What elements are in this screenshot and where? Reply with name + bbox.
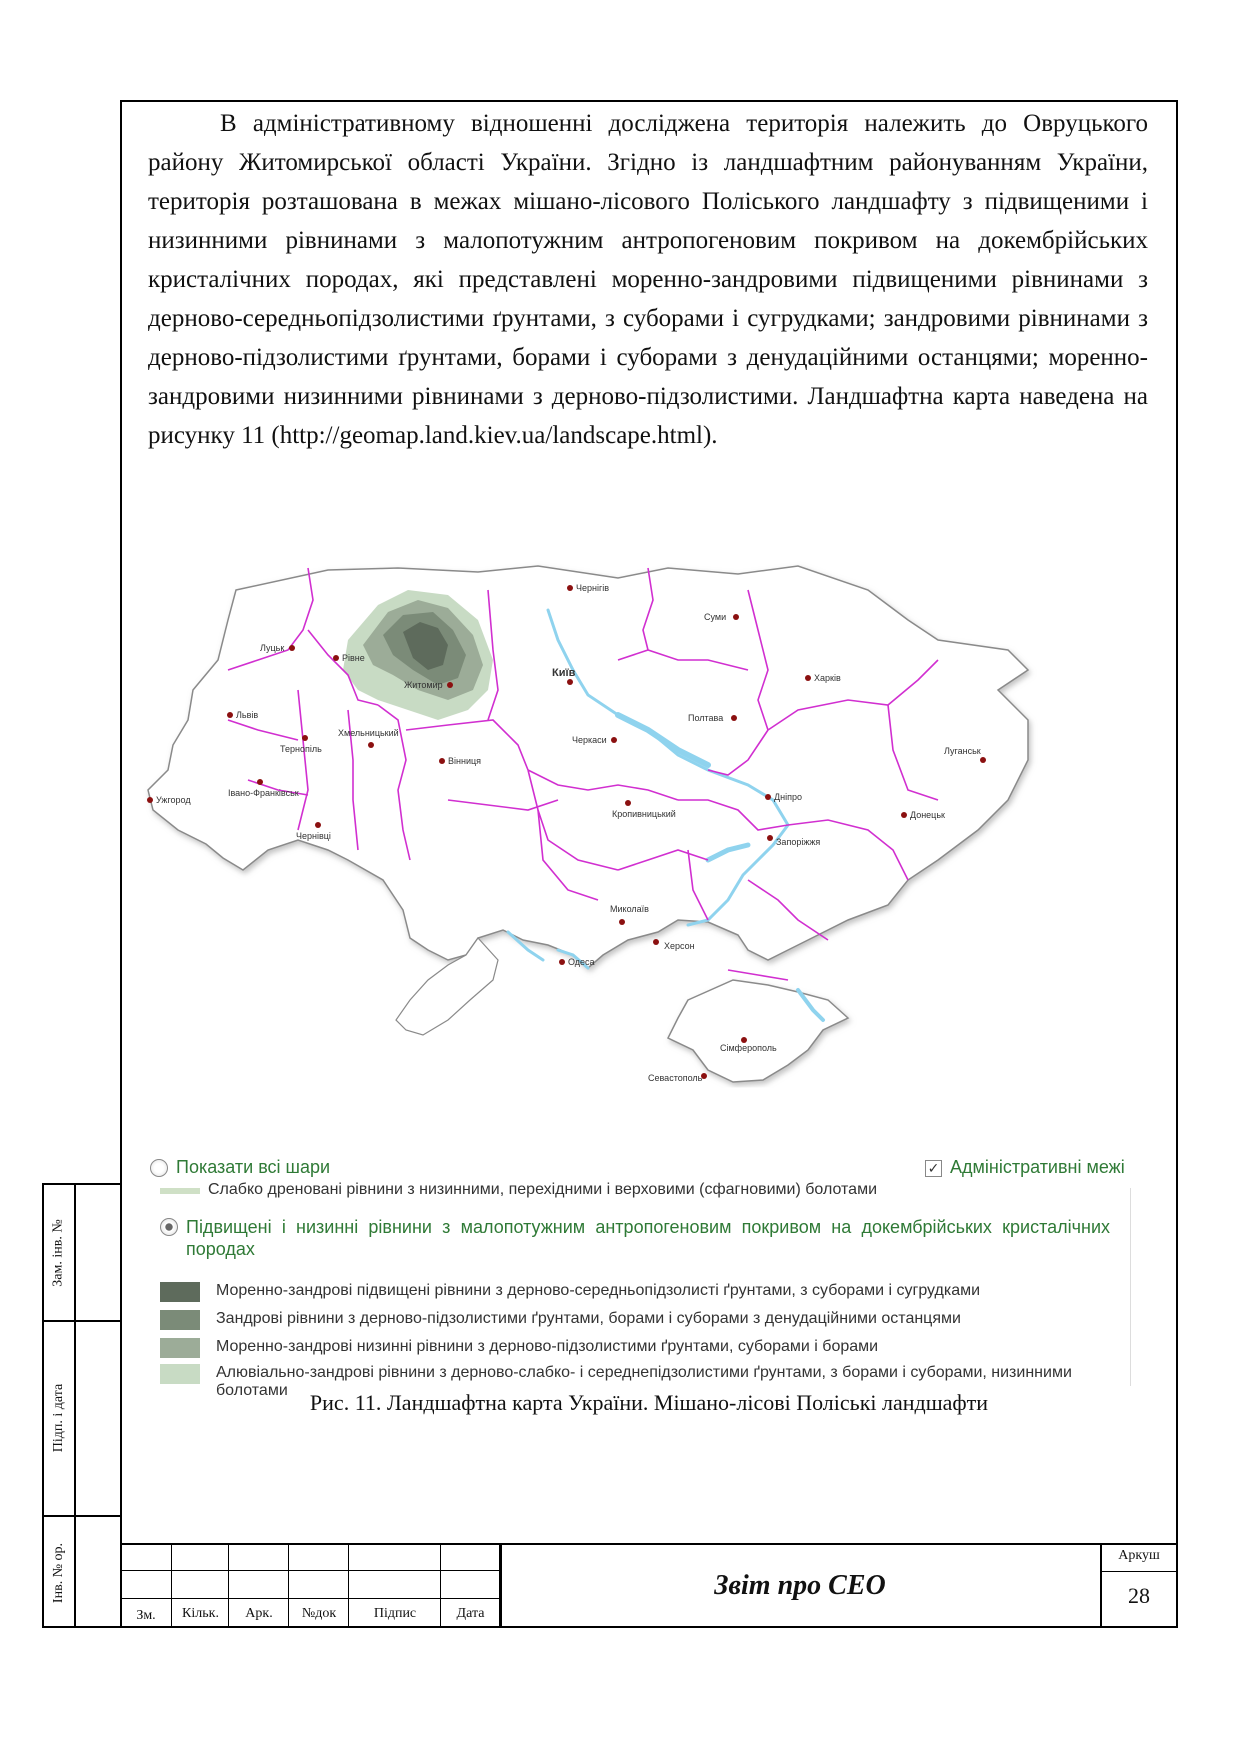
svg-text:Полтава: Полтава [688,713,724,723]
svg-text:Житомир: Житомир [404,680,443,690]
svg-text:Одеса: Одеса [568,957,595,967]
legend-swatch [160,1364,200,1384]
title-block [120,1543,1178,1628]
city-odesa [559,957,595,967]
svg-text:Луганськ: Луганськ [944,746,981,756]
stamp-header: Зм. [136,1608,156,1623]
svg-text:Суми: Суми [704,612,727,622]
svg-text:Львів: Львів [236,710,259,720]
svg-text:Чернігів: Чернігів [576,583,610,593]
legend-cut-item: Слабко дреновані рівнини з низинними, перехідними і верховими (сфагновими) болотами [208,1181,878,1198]
landscape-map [148,560,1148,1180]
svg-text:Запоріжжя: Запоріжжя [776,837,821,847]
svg-text:Сімферополь: Сімферополь [720,1043,777,1053]
legend-group-label: Підвищені і низинні рівнини з малопотужним антропогеновим покривом на докембрійських кристалічних породах [186,1217,1110,1259]
svg-text:Донецьк: Донецьк [910,810,945,820]
map-svg [148,560,1148,1180]
city-kherson [653,939,695,951]
sheet-label: Аркуш [1118,1548,1160,1563]
ukraine-mainland [148,566,1028,968]
crimea-outline [668,980,848,1082]
legend-swatch-cut [160,1188,200,1194]
document-title: Звіт про СЕО [714,1569,886,1601]
legend-item-label: Моренно-зандрові підвищені рівнини з дерново-середньопідзолисті ґрунтами, з суборами і сугрудками [216,1282,981,1299]
svg-text:Харків: Харків [814,673,841,683]
body-paragraph: В адміністративному відношенні досліджена територія належить до Овруцького району Житомирської області України. Згідно із ландшафтним районуванням України, територія розташована в межах мішано-лісового Поліського ландшафту з підвищеними і низинними рівнинами з малопотужним антропогеновим покривом на докембрійських кристалічних породах, які представлені моренно-зандровими підвищеними рівнинами з дерново-середньопідзолистими ґрунтами, з суборами і сугрудками; зандровими рівнинами з дерново-підзолистими ґрунтами, борами і суборами з денудаційними останцями; моренно-зандровими низинними рівнинами з дерново-підзолистими. Ландшафтна карта наведена на рисунку 11 (http://geomap.land.kiev.ua/landscape.html). [148,110,1148,449]
sidebar-label: Інв. № ор. [51,1542,66,1603]
side-stamp [42,1183,120,1628]
legend-item-label: Зандрові рівнини з дерново-підзолистими ґрунтами, борами і суборами з денудаційними останцями [216,1310,961,1327]
stamp-header: Підпис [373,1606,417,1621]
figure-caption: Рис. 11. Ландшафтна карта України. Мішано-лісові Поліські ландшафти [309,1390,989,1415]
body-text-block [148,104,1148,455]
group-radio-icon[interactable] [160,1218,178,1236]
svg-text:Миколаїв: Миколаїв [610,904,649,914]
legend-item-label: Моренно-зандрові низинні рівнини з дерново-підзолистими ґрунтами, суборами і борами [216,1338,879,1355]
legend-swatch [160,1338,200,1358]
svg-text:Київ: Київ [552,667,576,679]
sheet-number: 28 [1128,1583,1150,1608]
svg-text:Херсон: Херсон [664,941,695,951]
legend-item [160,1282,1120,1300]
show-all-radio-icon[interactable] [150,1159,168,1177]
svg-text:Тернопіль: Тернопіль [280,744,322,754]
stamp-header: №док [301,1606,337,1621]
sidebar-label: Зам. інв. № [51,1218,66,1287]
checkbox-checked-icon[interactable]: ✓ [925,1160,942,1177]
map-legend [150,1181,1131,1399]
svg-text:Хмельницький: Хмельницький [338,728,399,738]
show-all-layers-control[interactable] [150,1157,330,1178]
sidebar-label: Підп. і дата [51,1383,67,1452]
svg-text:Луцьк: Луцьк [260,643,285,653]
svg-text:Дніпро: Дніпро [774,792,802,802]
show-all-label: Показати всі шари [176,1157,331,1177]
stamp-header: Арк. [245,1606,273,1621]
legend-item [160,1338,1120,1356]
stamp-header: Дата [456,1606,485,1621]
svg-text:Рівне: Рівне [342,653,365,663]
legend-item [160,1310,1120,1328]
admin-borders-control[interactable] [925,1157,1125,1178]
svg-text:Чернівці: Чернівці [296,831,331,841]
legend-item-label: Алювіально-зандрові рівнини з дерново-слабко- і середнепідзолистими ґрунтами, з борами і суборами, низинними болотами [216,1364,1072,1399]
legend-group-heading[interactable] [160,1216,1110,1260]
city-sevastopol [648,1073,707,1083]
legend-swatch [160,1282,200,1302]
svg-text:Ужгород: Ужгород [156,795,191,805]
svg-text:Севастополь: Севастополь [648,1073,703,1083]
svg-text:Черкаси: Черкаси [572,735,607,745]
svg-text:Кропивницький: Кропивницький [612,809,676,819]
svg-text:Івано-Франківськ: Івано-Франківськ [228,788,299,798]
legend-swatch [160,1310,200,1330]
admin-borders-label: Адміністративні межі [950,1157,1125,1177]
stamp-header: Кільк. [182,1606,219,1621]
svg-text:Вінниця: Вінниця [448,756,481,766]
